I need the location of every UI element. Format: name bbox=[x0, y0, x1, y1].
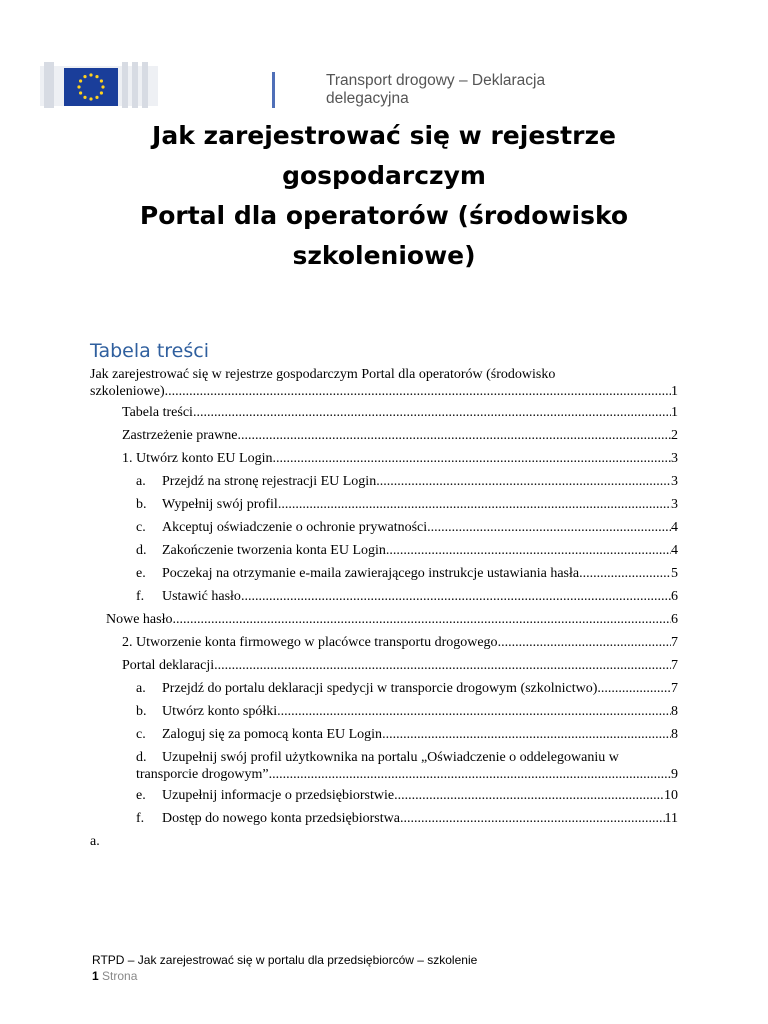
european-commission-logo-icon bbox=[40, 60, 158, 108]
toc-entry[interactable] bbox=[122, 634, 678, 651]
toc-entry-letter: b. bbox=[136, 497, 147, 512]
toc-entry-label: Nowe hasło bbox=[106, 612, 173, 627]
footer-title: RTPD – Jak zarejestrować się w portalu dla przedsiębiorców – szkolenie bbox=[92, 953, 478, 967]
toc-leader-dots bbox=[427, 519, 671, 536]
document-header bbox=[0, 0, 768, 120]
toc-entry-label: Zastrzeżenie prawne bbox=[122, 428, 238, 443]
toc-leader-dots bbox=[400, 810, 665, 827]
document-footer bbox=[92, 952, 692, 984]
toc-entry-letter: d. bbox=[136, 543, 147, 558]
toc-leader-dots bbox=[173, 611, 672, 628]
toc-leader-dots bbox=[386, 542, 671, 559]
toc-entry-page: 3 bbox=[671, 474, 678, 489]
toc-entry-page: 11 bbox=[664, 811, 678, 826]
toc-entry-label: Dostęp do nowego konta przedsiębiorstwa bbox=[162, 811, 400, 826]
toc-entry-page: 7 bbox=[671, 658, 678, 673]
toc-leader-dots bbox=[394, 787, 664, 804]
toc-leader-dots bbox=[278, 496, 671, 513]
toc-entry[interactable] bbox=[136, 787, 678, 804]
toc-leader-dots bbox=[277, 703, 671, 720]
title-line-2: Portal dla operatorów (środowisko szkoleniowe) bbox=[139, 201, 629, 270]
stray-list-marker: a. bbox=[90, 834, 100, 849]
toc-entry-label: Uzupełnij informacje o przedsiębiorstwie bbox=[162, 788, 395, 803]
toc-entry[interactable] bbox=[136, 565, 678, 582]
toc-entry-letter: f. bbox=[136, 811, 145, 826]
toc-entry-page: 6 bbox=[671, 589, 678, 604]
toc-entry-letter: b. bbox=[136, 704, 147, 719]
toc-entry-label: Ustawić hasło bbox=[162, 589, 241, 604]
toc-entry[interactable] bbox=[122, 427, 678, 444]
toc-entry-page: 8 bbox=[671, 727, 678, 742]
toc-entry-letter: f. bbox=[136, 589, 145, 604]
toc-entry[interactable] bbox=[136, 588, 678, 605]
toc-entry[interactable] bbox=[136, 749, 678, 783]
toc-entry[interactable] bbox=[122, 450, 678, 467]
toc-leader-dots bbox=[382, 726, 671, 743]
toc-entry[interactable] bbox=[136, 680, 678, 697]
footer-page-number: 1 bbox=[92, 969, 99, 983]
toc-entry-page: 10 bbox=[664, 788, 678, 803]
toc-entry-page: 1 bbox=[671, 405, 678, 420]
toc-leader-dots bbox=[272, 450, 671, 467]
toc-leader-dots bbox=[579, 565, 671, 582]
toc-entry-page: 5 bbox=[671, 566, 678, 581]
toc-entry[interactable] bbox=[122, 404, 678, 421]
toc-entry[interactable] bbox=[136, 703, 678, 720]
toc-entry[interactable] bbox=[136, 473, 678, 490]
toc-leader-dots bbox=[269, 766, 671, 783]
toc-entry-label-line1: Uzupełnij swój profil użytkownika na portalu „Oświadczenie o oddelegowaniu w bbox=[162, 750, 619, 765]
toc-entry-page: 8 bbox=[671, 704, 678, 719]
toc-entry-page: 7 bbox=[671, 681, 678, 696]
title-line-1: Jak zarejestrować się w rejestrze gospodarczym bbox=[152, 121, 616, 190]
toc-entry-letter: c. bbox=[136, 727, 146, 742]
footer-page-indicator bbox=[92, 968, 692, 984]
toc-leader-dots bbox=[165, 383, 671, 400]
toc-entry[interactable] bbox=[106, 611, 678, 628]
toc-entry-page: 6 bbox=[671, 612, 678, 627]
toc-entry[interactable] bbox=[136, 542, 678, 559]
toc-entry-label: Tabela treści bbox=[122, 405, 193, 420]
toc-entry[interactable] bbox=[90, 366, 678, 400]
toc-entry-label: Akceptuj oświadczenie o ochronie prywatności bbox=[162, 520, 428, 535]
header-divider bbox=[272, 72, 275, 108]
footer-page-word: Strona bbox=[102, 969, 138, 983]
toc-heading: Tabela treści bbox=[90, 340, 209, 362]
toc-entry-page: 4 bbox=[671, 543, 678, 558]
toc-leader-dots bbox=[193, 404, 671, 421]
toc-leader-dots bbox=[241, 588, 671, 605]
toc-entry-label: Zakończenie tworzenia konta EU Login bbox=[162, 543, 386, 558]
toc-entry-label: Przejdź do portalu deklaracji spedycji w transporcie drogowym (szkolnictwo) bbox=[162, 681, 598, 696]
toc-entry-page: 1 bbox=[671, 384, 678, 399]
toc-entry-label: Poczekaj na otrzymanie e-maila zawierającego instrukcje ustawiania hasła bbox=[162, 566, 580, 581]
toc-entry-letter: e. bbox=[136, 566, 146, 581]
toc-entry-page: 2 bbox=[671, 428, 678, 443]
toc-entry[interactable] bbox=[136, 519, 678, 536]
toc-entry-label: Przejdź na stronę rejestracji EU Login bbox=[162, 474, 377, 489]
toc-entry-page: 3 bbox=[671, 451, 678, 466]
toc-leader-dots bbox=[237, 427, 671, 444]
toc-entry-label: Wypełnij swój profil bbox=[162, 497, 278, 512]
toc-entry-letter: e. bbox=[136, 788, 146, 803]
toc-entry-label: 1. Utwórz konto EU Login bbox=[122, 451, 273, 466]
toc-entry-label: szkoleniowe) bbox=[90, 384, 165, 399]
toc-entry-letter: a. bbox=[136, 681, 146, 696]
toc-leader-dots bbox=[376, 473, 671, 490]
header-title: Transport drogowy – Deklaracja delegacyjna bbox=[326, 72, 546, 107]
toc-entry[interactable] bbox=[136, 496, 678, 513]
toc-entry-letter: c. bbox=[136, 520, 146, 535]
toc-entry-label: Zaloguj się za pomocą konta EU Login bbox=[162, 727, 383, 742]
toc-leader-dots bbox=[214, 657, 671, 674]
toc-leader-dots bbox=[498, 634, 671, 651]
toc-entry[interactable] bbox=[122, 657, 678, 674]
toc-entry-label: 2. Utworzenie konta firmowego w placówce transportu drogowego bbox=[122, 635, 498, 650]
toc-entry-page: 7 bbox=[671, 635, 678, 650]
toc-entry-page: 9 bbox=[671, 767, 678, 782]
toc-entry-letter: d. bbox=[136, 750, 147, 765]
toc-entry-letter: a. bbox=[136, 474, 146, 489]
toc-entry[interactable] bbox=[136, 726, 678, 743]
toc-entry-label: Portal deklaracji bbox=[122, 658, 215, 673]
document-title bbox=[80, 116, 688, 276]
toc-entry-label: Utwórz konto spółki bbox=[162, 704, 278, 719]
toc-entry-page: 4 bbox=[671, 520, 678, 535]
toc-entry-page: 3 bbox=[671, 497, 678, 512]
toc-entry-label-line1: Jak zarejestrować się w rejestrze gospodarczym Portal dla operatorów (środowisko bbox=[90, 367, 556, 382]
toc-entry-label: transporcie drogowym” bbox=[136, 767, 269, 782]
toc-leader-dots bbox=[597, 680, 671, 697]
toc-entry[interactable] bbox=[136, 810, 678, 827]
